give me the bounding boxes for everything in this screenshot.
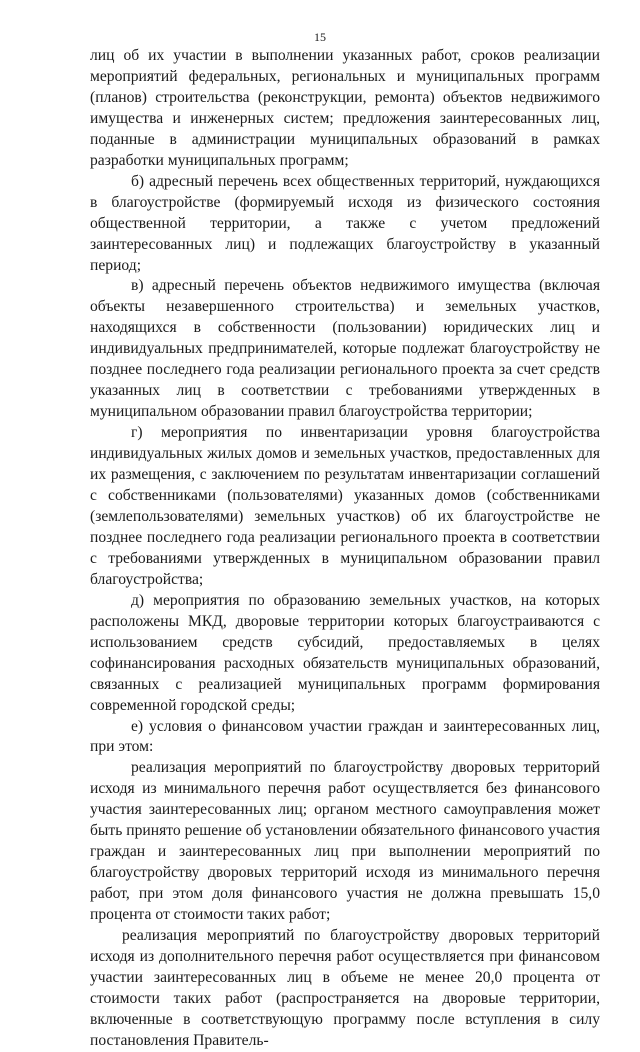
paragraph-item-g: г) мероприятия по инвентаризации уровня благоустройства индивидуальных жилых домов и земельных участков, предоставленных для их размещения, с заключением по результатам инвентаризации соглашений с собственниками (пользователями) указанных домов (собственниками (землепользователями) земельных участков) об их благоустройстве не позднее последнего года реализации регионального проекта в соответствии с требованиями утвержденных в муниципальном образовании правил благоустройства; [90,424,600,588]
page-number: 15 [314,30,326,44]
paragraph-continuation: лиц об их участии в выполнении указанных работ, сроков реализации мероприятий федеральных, региональных и муниципальных программ (планов) строительства (реконструкции, ремонта) объектов недвижимого имущества и инженерных систем; предложения заинтересованных лиц, поданные в администрации муниципальных образований в рамках разработки муниципальных программ; [90,47,600,169]
paragraph-item-e: е) условия о финансовом участии граждан и заинтересованных лиц, при этом: [90,717,600,756]
paragraph-item-d: д) мероприятия по образованию земельных участков, на которых расположены МКД, дворовые территории которых благоустраиваются с использованием средств субсидий, предоставляемых в целях софинансирования расходных обязательств муниципальных образований, связанных с реализацией муниципальных программ формирования современной городской среды; [90,591,600,714]
paragraph-minimal-list: реализация мероприятий по благоустройству дворовых территорий исходя из минимального перечня работ осуществляется без финансового участия заинтересованных лиц; органом местного самоуправления может быть принято решение об установлении обязательного финансового участия граждан и заинтересованных лиц при выполнении мероприятий по благоустройству дворовых территорий исходя из минимального перечня работ, при этом доля финансового участия не должна превышать 15,0 процента от стоимости таких работ; [90,759,600,924]
paragraph-item-v: в) адресный перечень объектов недвижимого имущества (включая объекты незавершенного строительства) и земельных участков, находящихся в собственности (пользовании) юридических лиц и индивидуальных предпринимателей, которые подлежат благоустройству не позднее последнего года реализации регионального проекта за счет средств указанных лиц в соответствии с требованиями утвержденных в муниципальном образовании правил благоустройства территории; [90,277,600,421]
paragraph-item-b: б) адресный перечень всех общественных территорий, нуждающихся в благоустройстве (формируемый исходя из физического состояния общественной территории, а также с учетом предложений заинтересованных лиц) и подлежащих благоустройству в указанный период; [90,172,600,274]
paragraph-additional-list: реализация мероприятий по благоустройству дворовых территорий исходя из дополнительного перечня работ осуществляется при финансовом участии заинтересованных лиц в объеме не менее 20,0 процента от стоимости таких работ (распространяется на дворовые территории, включенные в соответствующую программу после вступления в силу постановления Правитель- [90,927,600,1049]
document-body [90,46,600,1052]
